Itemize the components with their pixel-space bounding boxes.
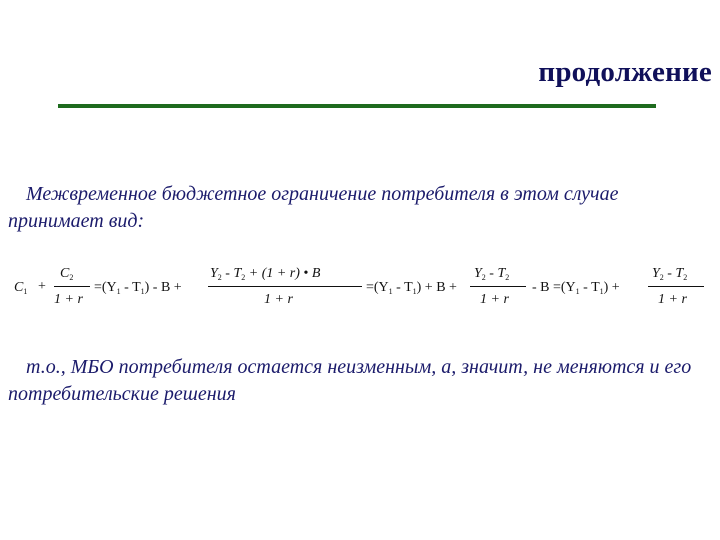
eq-term: =(Y (366, 280, 389, 295)
eq-sub: 2 (505, 273, 510, 282)
eq-term: - T (124, 280, 141, 295)
eq-sub: 2 (217, 273, 222, 282)
conclusion-paragraph (8, 354, 698, 408)
eq-term: - T (396, 280, 413, 295)
eq-term: - T (583, 280, 600, 295)
eq-sub: 1 (116, 287, 121, 296)
eq-sub: 1 (23, 287, 28, 296)
fraction-bar (208, 286, 362, 287)
eq-term: C (60, 266, 70, 281)
eq-denominator: 1 + r (480, 292, 509, 307)
eq-sub: 1 (412, 287, 417, 296)
eq-sub: 2 (659, 273, 664, 282)
eq-sub: 2 (69, 273, 74, 282)
eq-term: - T (225, 266, 242, 281)
fraction-bar (54, 286, 90, 287)
eq-sub: 1 (388, 287, 393, 296)
budget-constraint-equation (14, 262, 714, 312)
eq-plus: + (38, 279, 46, 294)
fraction-bar (648, 286, 704, 287)
eq-denominator: 1 + r (264, 292, 293, 307)
title-divider (58, 104, 656, 108)
slide-title: продолжение (538, 56, 712, 88)
eq-term: ) + B + (416, 280, 457, 295)
eq-denominator: 1 + r (658, 292, 687, 307)
eq-sub: 1 (575, 287, 580, 296)
eq-term: =(Y (94, 280, 117, 295)
eq-term: C (14, 280, 24, 295)
eq-term: + (1 + r) • B (248, 266, 321, 281)
eq-sub: 1 (140, 287, 145, 296)
eq-term: Y (652, 266, 660, 281)
eq-term: Y (210, 266, 218, 281)
eq-sub: 2 (241, 273, 246, 282)
eq-term: - T (667, 266, 684, 281)
eq-sub: 1 (599, 287, 604, 296)
eq-sub: 2 (683, 273, 688, 282)
intro-text: Межвременное бюджетное ограничение потребителя в этом случае принимает вид: (8, 183, 619, 232)
eq-term: Y (474, 266, 482, 281)
eq-term: - T (489, 266, 506, 281)
eq-term: ) + (603, 280, 620, 295)
eq-denominator: 1 + r (54, 292, 83, 307)
eq-term: - B =(Y (532, 280, 576, 295)
conclusion-text: т.о., МБО потребителя остается неизменным, а, значит, не меняются и его потребительские решения (8, 356, 692, 405)
intro-paragraph (8, 181, 698, 235)
eq-term: ) - B + (144, 280, 182, 295)
fraction-bar (470, 286, 526, 287)
eq-sub: 2 (481, 273, 486, 282)
